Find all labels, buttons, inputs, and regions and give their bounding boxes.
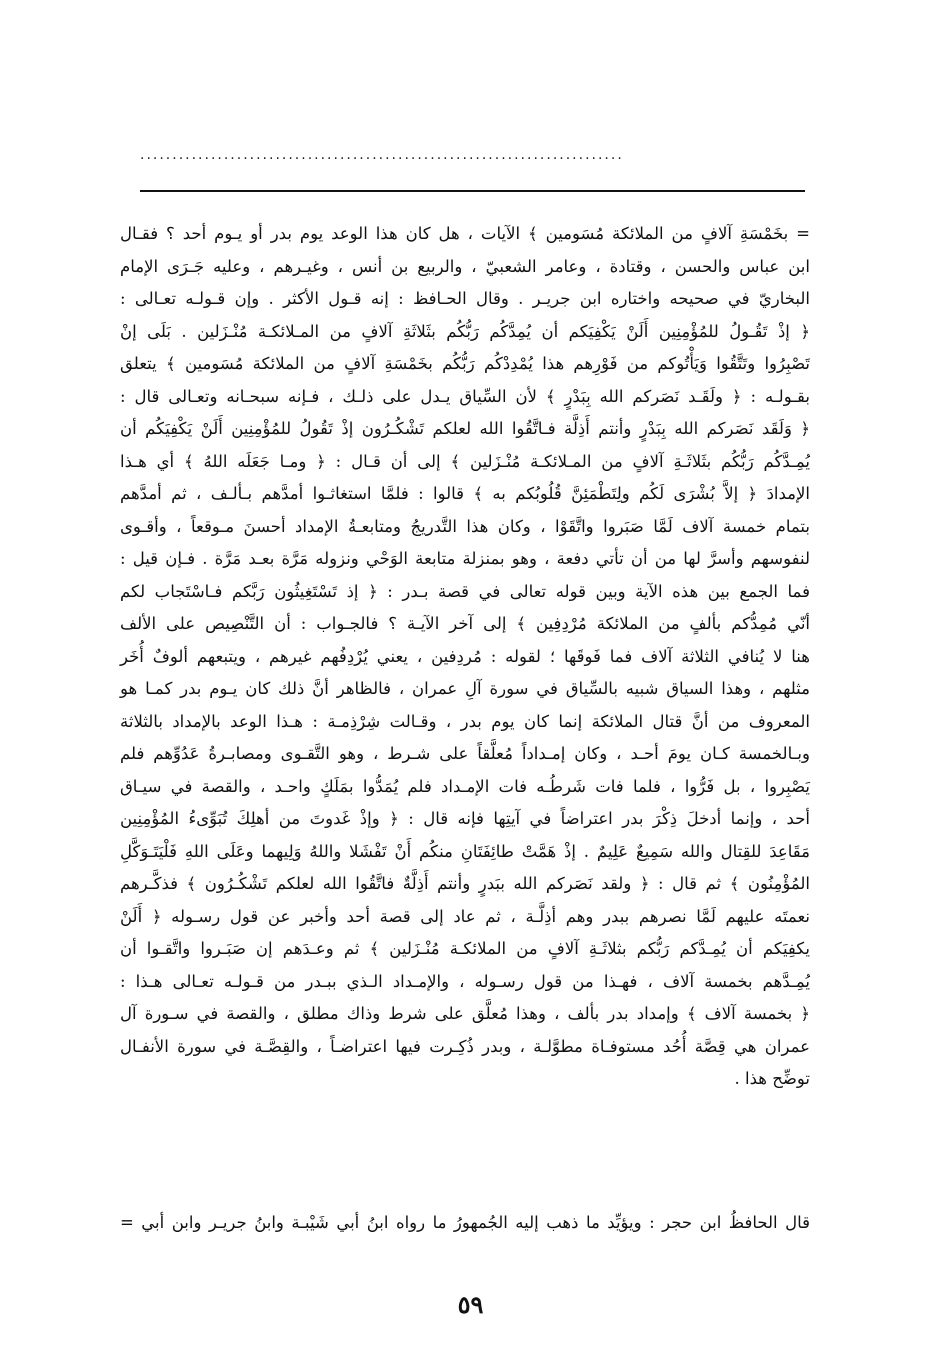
header-rule	[140, 190, 805, 192]
text-line: = بخَمْسَةِ آلافٍ من الملائكة مُسَومين ﴾ الآيات ، هل كان هذا الوعد يوم بدر أو يـوم أحد ؟ فقـال	[120, 224, 810, 243]
text-line: هنا لا يُنافي الثلاثة آلاف فما فَوقَها ؛ لقوله : مُردِفين ، يعني يُرْدِفُهم غيرهم ، ويتبعهم ألوفٌ أُخَر	[120, 646, 810, 666]
text-line: أحد ، وإنما أدخلَ ذِكْرَ بدر اعتراضاً في آيتِها فإنه قال : ﴿ وإذْ غَدوتَ من أهلِكَ تُبَوِّىءُ المُؤْمِنِين	[120, 809, 810, 828]
text-line: البخاريّ في صحيحه واختاره ابن جريـر . وقال الحـافظ : إنه قـول الأكثر . وإن قـولـه تعـالى :	[120, 289, 810, 308]
text-line: أنّي مُمِدُّكم بألفٍ من الملائكة مُرْدِفِين ﴾ إلى آخر الآيـة ؟ فالجـواب : أن التَّنْصِيص على الألف	[120, 614, 810, 633]
body-text	[120, 218, 810, 1096]
text-line: يُمِـدَّهم بخمسة آلاف ، فهـذا من قول رسـوله ، والإمـداد الـذي ببـدر من قـولـه تعـالى هـذا :	[120, 971, 810, 991]
text-line: عمران هي قِصَّة أُحُد مستوفـاة مطوَّلـة ، وبدر ذُكِـرت فيها اعتراضـاً ، والقِصَّـة في سورة الأنفـال	[120, 1036, 810, 1056]
text-line-last: توضِّح هذا .	[734, 1069, 810, 1088]
page-number: ٥٩	[457, 1290, 484, 1319]
text-line: تَصْبِرُوا وتَتَّقُوا وَيَأْتُوكم من فَوْرِهم هذا يُمْدِدْكُم رَبُّكُم بخَمْسَةِ آلافٍ من الملائكة مُسَومين ﴾ يتعلق	[120, 354, 810, 373]
text-line: ﴿ بخمسة آلاف ﴾ وإمداد بدر بألف ، وهذا مُعلَّق على شرط وذاك مطلق ، والقصة في سـورة آل	[120, 1004, 810, 1023]
separator-dots: ...........................................................................	[140, 147, 624, 163]
text-line: يُمِـدَّكُم رَبُّكُم بثَلاثَـةِ آلافٍ من المـلائكـة مُنْـزَلين ﴾ إلى أن قـال : ﴿ ومـا جَعَلَه اللهُ ﴾ أي هـذا	[120, 451, 810, 471]
text-line: يَصْبِروا ، بل فَرُّوا ، فلما فات شَرطُـه فات الإمـداد فلم يُمَدُّوا بمَلَكٍ واحـد ، والقصة في سيـاق	[120, 776, 810, 796]
text-line: مَقَاعِدَ للقِتال والله سَمِيعٌ عَلِيمٌ . إذْ هَمَّتْ طائِفَتَانِ منكُم أَنْ تَفْشَلا واللهُ وَلِيهما وعَلَى اللهِ فَلْيَتَـوَكَّلِ	[120, 841, 810, 861]
text-line: يكفِيَكم أن يُمِـدَّكم رَبُّكم بثلاثَـةِ آلافٍ من الملائكـة مُنْـزَلين ﴾ ثم وعـدَهم إن صَبَـروا واتَّقـوا أن	[120, 939, 810, 958]
text-line: المُؤْمِنُون ﴾ ثم قال : ﴿ ولقد نَصَركم الله ببَدرٍ وأنتم أَذِلَّةٌ فاتَّقُوا الله لعلكم تَشْكُـرُون ﴾ فذكَّـرهم	[120, 874, 810, 893]
text-line: المعروف من أنَّ قتال الملائكة إنما كان يوم بدر ، وقـالت شِرْذِمـة : هـذا الوعد بالإمداد بالثلاثة	[120, 711, 810, 731]
text-line: الإمدادَ ﴿ إلاَّ بُشْرَى لَكُم ولِتَطْمَئِنَّ قُلُوبُكم به ﴾ قالوا : فلمَّا استغاثـوا أمدَّهم بـألـف ، ثم أمدَّهم	[120, 484, 810, 503]
text-line: وبـالخمسة كـان يومَ أحـد ، وكان إمـداداً مُعلَّقاً على شـرط ، وهو التَّقـوى ومصابـرةُ عَدُوِّهم فلم	[120, 744, 810, 763]
text-line: ابن عباس والحسن ، وقتادة ، وعامر الشعبيّ ، والربيع بن أنس ، وغيـرهم ، وعليه جَـرَى الإمام	[120, 256, 810, 276]
text-line: ﴿ إذْ تَقُـولُ للمُؤْمِنِين أَلَنْ يَكْفِيَكم أن يُمِدَّكُم رَبُّكُم بثَلاثَةِ آلافٍ من المـلائكـة مُنْـزَلين . بَلَى إنْ	[120, 321, 810, 341]
text-line: بقـولـه : ﴿ ولَقَـد نَصَركم الله بِبَدْرٍ ﴾ لأن السِّياق يـدل على ذلـك ، فـإنه سبحـانه وتعـالى قال :	[120, 386, 810, 406]
text-line: فما الجمع بين هذه الآية وبين قوله تعالى في قصة بـدر : ﴿ إذ تَسْتَغِيثُون رَبَّكم فـاسْتَجاب لكم	[120, 581, 810, 601]
footnote-line: قال الحافظُ ابن حجر : ويؤيِّد ما ذهب إليه الجُمهورُ ما رواه ابنُ أبي شَيْبـة وابنُ جريـر وابن أبي =	[120, 1213, 810, 1232]
text-line: بتمام خمسة آلاف لَمَّا صَبَروا واتَّقَوْا ، وكان هذا التَّدريجُ ومتابعـةُ الإمداد أحسنَ مـوقعاً ، وأقـوى	[120, 516, 810, 536]
text-line: مثلهم ، وهذا السياق شبيه بالسِّياق في سورة آلِ عمران ، فالظاهر أنَّ ذلك كان يـوم بدر كمـا هو	[120, 679, 810, 698]
text-line: لنفوسهم وأسرَّ لها من أن تأتي دفعة ، وهو بمنزلة متابعة الوَحْي ونزوله مَرَّة بعـد مَرَّة . فـإن قيل :	[120, 549, 810, 568]
text-line: ﴿ وَلَقَد نَصَركم الله بِبَدْرٍ وأنتم أَذِلَّة فـاتَّقُوا الله لعلكم تَشْكُـرُون إذْ تَقُولُ للمُؤْمِنِين أَلَنْ يَكْفِيَكُم أن	[120, 419, 810, 438]
text-line: نعمتَه عليهم لَمَّا نصرهم ببدر وهم أذِلَّـة ، ثم عاد إلى قصة أحد وأخبر عن قول رسـوله ﴿ أَلَنْ	[120, 906, 810, 926]
